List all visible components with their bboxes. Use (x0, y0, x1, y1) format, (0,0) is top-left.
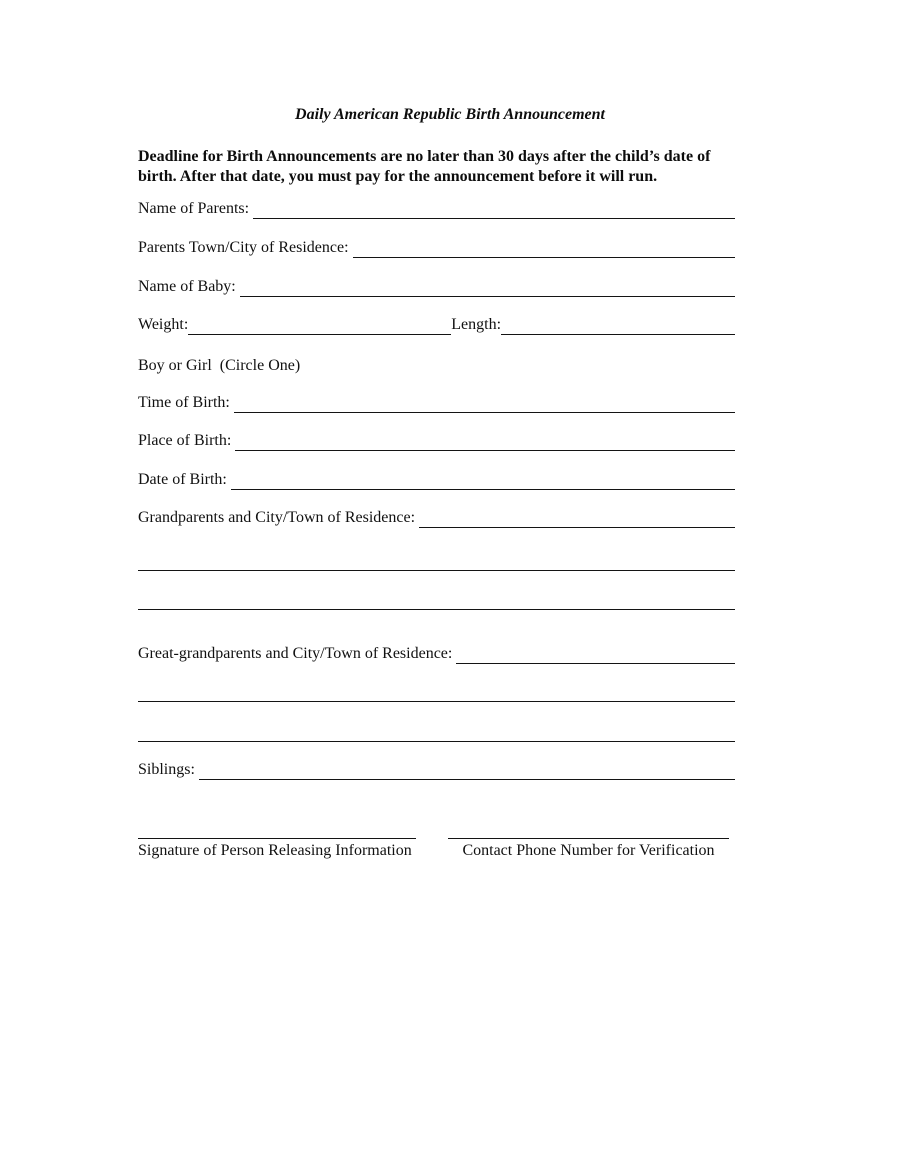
grandparents-line-3[interactable] (138, 589, 735, 610)
field-sex-choice (138, 355, 735, 376)
field-weight-length (138, 314, 735, 335)
parents-residence-line[interactable] (353, 237, 735, 258)
name-of-parents-line[interactable] (253, 198, 735, 219)
deadline-notice-line1: Deadline for Birth Announcements are no later than 30 days after the child’s date of (138, 148, 711, 165)
place-of-birth-line[interactable] (235, 430, 735, 451)
time-of-birth-label: Time of Birth: (138, 394, 234, 411)
length-line[interactable] (501, 314, 735, 335)
field-great-grandparents (138, 643, 735, 664)
signature-column (138, 817, 416, 860)
great-grandparents-continuation-row (138, 681, 735, 702)
signature-label: Signature of Person Releasing Information (138, 842, 412, 859)
grandparents-continuation-row (138, 589, 735, 610)
field-siblings (138, 759, 735, 780)
great-grandparents-line-3[interactable] (138, 721, 735, 742)
grandparents-continuation-row (138, 550, 735, 571)
great-grandparents-label: Great-grandparents and City/Town of Residence: (138, 645, 457, 662)
field-date-of-birth (138, 469, 735, 490)
circle-one-hint: (Circle One) (211, 357, 301, 374)
place-of-birth-label: Place of Birth: (138, 432, 236, 449)
field-time-of-birth (138, 392, 735, 413)
time-of-birth-line[interactable] (234, 392, 735, 413)
deadline-notice-line2: birth. After that date, you must pay for the announcement before it will run. (138, 167, 658, 185)
weight-label: Weight: (138, 316, 189, 333)
field-name-of-parents (138, 198, 735, 219)
phone-line[interactable] (448, 817, 729, 839)
field-place-of-birth (138, 430, 735, 451)
date-of-birth-label: Date of Birth: (138, 471, 231, 488)
siblings-line[interactable] (199, 759, 735, 780)
grandparents-label: Grandparents and City/Town of Residence: (138, 509, 420, 526)
name-of-baby-line[interactable] (240, 276, 735, 297)
great-grandparents-line-2[interactable] (138, 681, 735, 702)
length-label: Length: (451, 316, 502, 333)
phone-column (448, 817, 729, 860)
siblings-label: Siblings: (138, 761, 199, 778)
signature-line[interactable] (138, 817, 416, 839)
form-content (0, 147, 900, 860)
field-parents-residence (138, 237, 735, 258)
grandparents-line-2[interactable] (138, 550, 735, 571)
signature-section (138, 817, 735, 860)
grandparents-line-1[interactable] (419, 507, 735, 528)
name-of-parents-label: Name of Parents: (138, 200, 254, 217)
weight-line[interactable] (188, 314, 451, 335)
boy-or-girl-label[interactable]: Boy or Girl (138, 357, 212, 374)
field-name-of-baby (138, 276, 735, 297)
page-title: Daily American Republic Birth Announcement (295, 106, 605, 123)
great-grandparents-continuation-row (138, 721, 735, 742)
deadline-notice (138, 147, 735, 186)
parents-residence-label: Parents Town/City of Residence: (138, 239, 353, 256)
field-grandparents (138, 507, 735, 528)
name-of-baby-label: Name of Baby: (138, 278, 240, 295)
date-of-birth-line[interactable] (231, 469, 735, 490)
great-grandparents-line-1[interactable] (456, 643, 735, 664)
phone-label: Contact Phone Number for Verification (462, 842, 715, 859)
